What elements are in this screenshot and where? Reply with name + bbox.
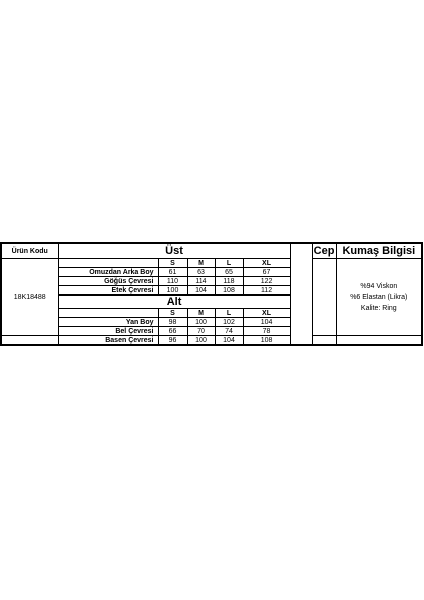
fabric-line-1: %94 Viskon	[360, 282, 398, 290]
cell-value: 112	[243, 286, 290, 296]
row-label: Yan Boy	[58, 318, 158, 327]
cell-value: 118	[215, 277, 243, 286]
cell-value: 100	[187, 318, 215, 327]
row-label: Göğüs Çevresi	[58, 277, 158, 286]
cell-value: 65	[215, 268, 243, 277]
size-m: M	[187, 259, 215, 268]
cell-value: 78	[243, 327, 290, 336]
size-xl: XL	[243, 259, 290, 268]
bottom-header: Alt	[58, 295, 290, 309]
cell-value: 63	[187, 268, 215, 277]
cell-value: 67	[243, 268, 290, 277]
fabric-line-3: Kalite: Ring	[360, 304, 397, 312]
cell-value: 96	[158, 336, 187, 346]
fabric-info	[336, 259, 422, 336]
cell-value: 66	[158, 327, 187, 336]
size-chart-table	[0, 242, 423, 346]
size-label-blank	[58, 259, 158, 268]
size-l: L	[215, 259, 243, 268]
cell-value: 104	[243, 318, 290, 327]
row-label: Bel Çevresi	[58, 327, 158, 336]
top-header: Üst	[58, 243, 290, 259]
row-label: Omuzdan Arka Boy	[58, 268, 158, 277]
product-code-value: 18K18488	[1, 259, 58, 336]
cell-value: 70	[187, 327, 215, 336]
spacer-cell	[290, 259, 312, 336]
cell-value: 100	[187, 336, 215, 346]
cell-value: 102	[215, 318, 243, 327]
table-row	[1, 336, 422, 346]
cell-value: 61	[158, 268, 187, 277]
fabric-header: Kumaş Bilgisi	[336, 243, 422, 259]
fabric-cell-continued	[336, 336, 422, 346]
header-row	[1, 243, 422, 259]
cell-value: 110	[158, 277, 187, 286]
pocket-cell	[312, 259, 336, 336]
cell-value: 104	[187, 286, 215, 296]
top-size-row	[1, 259, 422, 268]
cell-value: 122	[243, 277, 290, 286]
cell-value: 100	[158, 286, 187, 296]
cell-value: 74	[215, 327, 243, 336]
size-l: L	[215, 309, 243, 318]
pocket-header: Cep	[313, 244, 335, 257]
product-code-continued	[1, 336, 58, 346]
size-xl: XL	[243, 309, 290, 318]
cell-value: 98	[158, 318, 187, 327]
fabric-line-2: %6 Elastan (Likra)	[350, 293, 408, 301]
size-m: M	[187, 309, 215, 318]
cell-value: 114	[187, 277, 215, 286]
row-label: Basen Çevresi	[58, 336, 158, 346]
size-s: S	[158, 309, 187, 318]
cell-value: 108	[215, 286, 243, 296]
size-label-blank	[58, 309, 158, 318]
product-code-header: Ürün Kodu	[1, 243, 58, 259]
row-label: Etek Çevresi	[58, 286, 158, 296]
cell-value: 104	[215, 336, 243, 346]
size-s: S	[158, 259, 187, 268]
spacer-cell	[290, 243, 312, 259]
spacer-cell	[290, 336, 312, 346]
pocket-cell-continued	[312, 336, 336, 346]
cell-value: 108	[243, 336, 290, 346]
size-chart-sheet	[0, 242, 421, 358]
